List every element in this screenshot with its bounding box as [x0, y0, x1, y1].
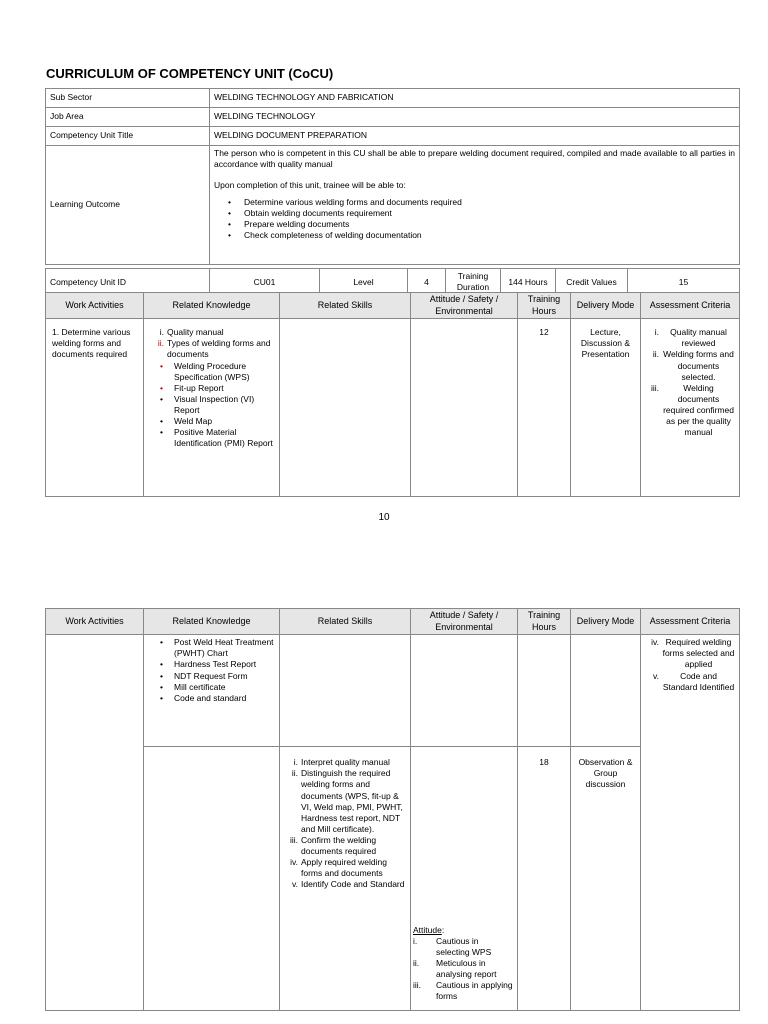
list-item: iii. Cautious in applying forms	[413, 980, 513, 1002]
header-related-knowledge: Related Knowledge	[144, 293, 280, 319]
job-area-label: Job Area	[46, 108, 210, 127]
page-title: CURRICULUM OF COMPETENCY UNIT (CoCU)	[46, 66, 334, 81]
training-hours-cell	[518, 635, 571, 747]
related-skills-cell	[280, 747, 411, 1011]
header-related-skills: Related Skills	[280, 293, 411, 319]
list-item: • Hardness Test Report	[160, 659, 257, 670]
list-item: iii. Welding documents required confirmed as per the quality manual	[650, 382, 734, 437]
list-item: ii. Types of welding forms and documents	[157, 338, 271, 360]
sub-sector-value: WELDING TECHNOLOGY AND FABRICATION	[210, 89, 740, 108]
attitude-cell: Attitude: i. Cautious in selecting WPS ii. Meticulous in analysing report iii. Cautious in applying forms	[411, 747, 518, 1011]
work-activities-table-page2	[45, 608, 740, 1011]
header-assessment-criteria: Assessment Criteria	[641, 609, 740, 635]
list-item: i. Interpret quality manual	[293, 757, 390, 768]
cu-title-label: Competency Unit Title	[46, 127, 210, 146]
job-area-value: WELDING TECHNOLOGY	[210, 108, 740, 127]
assessment-criteria-cell	[641, 635, 740, 1011]
list-item: iv. Apply required welding forms and documents	[290, 856, 387, 878]
learning-outcome-upon: Upon completion of this unit, trainee will be able to:	[214, 180, 406, 191]
list-item: • Check completeness of welding documentation	[228, 230, 422, 241]
list-item: v. Identify Code and Standard	[292, 878, 405, 889]
related-knowledge-cell	[144, 319, 280, 497]
learning-outcome-list	[214, 197, 735, 241]
related-skills-cell	[280, 635, 411, 747]
list-item: iii. Confirm the welding documents required	[289, 834, 377, 856]
list-item: iv. Required welding forms selected and applied	[651, 637, 735, 670]
level-value: 4	[408, 269, 446, 296]
header-assessment-criteria: Assessment Criteria	[641, 293, 740, 319]
related-knowledge-cell	[144, 747, 280, 1011]
header-delivery-mode: Delivery Mode	[571, 609, 641, 635]
cocu-info-table	[45, 88, 740, 265]
sub-sector-label: Sub Sector	[46, 89, 210, 108]
list-item: i. Quality manual reviewed	[654, 327, 727, 349]
learning-outcome-label: Learning Outcome	[46, 146, 210, 265]
header-related-skills: Related Skills	[280, 609, 411, 635]
list-item: ii. Meticulous in analysing report	[413, 958, 497, 980]
delivery-mode-cell	[571, 635, 641, 747]
list-item: • Mill certificate	[160, 681, 226, 692]
table-row	[46, 747, 740, 1011]
work-activities-table-page1	[45, 292, 740, 497]
work-activity-cell	[46, 635, 144, 1011]
related-knowledge-cell	[144, 635, 280, 747]
header-training-hours: Training Hours	[518, 609, 571, 635]
header-delivery-mode: Delivery Mode	[571, 293, 641, 319]
list-item: • Fit-up Report	[160, 382, 224, 393]
list-item: • Obtain welding documents requirement	[228, 208, 392, 219]
table-row	[46, 635, 740, 747]
list-item: i. Quality manual	[159, 327, 224, 338]
level-label: Level	[320, 269, 408, 296]
list-item: • Visual Inspection (VI) Report	[160, 393, 255, 415]
related-skills-cell	[280, 319, 411, 497]
attitude-cell	[411, 319, 518, 497]
list-item: • Code and standard	[160, 692, 247, 703]
header-training-hours: Training Hours	[518, 293, 571, 319]
learning-outcome-intro: The person who is competent in this CU shall be able to prepare welding document required, compiled and made available to all parties in accordance with quality manual	[214, 148, 735, 170]
header-work-activities: Work Activities	[46, 293, 144, 319]
attitude-cell	[411, 635, 518, 747]
table-row	[46, 319, 740, 497]
list-item: • Positive Material Identification (PMI) Report	[160, 426, 273, 448]
list-item: • NDT Request Form	[160, 670, 248, 681]
training-hours-cell: 18	[518, 747, 571, 1011]
list-item: ii. Distinguish the required welding forms and documents (WPS, fit-up & VI, Weld map, PMI, PWHT, Hardness test report, NDT and Mill certificate).	[291, 768, 403, 834]
list-item: i. Cautious in selecting WPS	[413, 936, 492, 958]
training-duration-label: Training Duration	[446, 269, 501, 296]
page-number: 10	[378, 512, 390, 523]
list-item: • Weld Map	[160, 415, 213, 426]
credit-values-value: 15	[628, 269, 740, 296]
delivery-mode-cell: Observation & Group discussion	[571, 747, 641, 1011]
cu-id-label: Competency Unit ID	[46, 269, 210, 296]
list-item: • Determine various welding forms and documents required	[228, 197, 462, 208]
cu-title-value: WELDING DOCUMENT PREPARATION	[210, 127, 740, 146]
header-attitude: Attitude / Safety / Environmental	[411, 609, 518, 635]
credit-values-label: Credit Values	[556, 269, 628, 296]
training-duration-value: 144 Hours	[501, 269, 556, 296]
header-work-activities: Work Activities	[46, 609, 144, 635]
header-related-knowledge: Related Knowledge	[144, 609, 280, 635]
list-item: v. Code and Standard Identified	[653, 670, 735, 692]
attitude-label: Attitude	[413, 925, 442, 936]
cu-id-value: CU01	[210, 269, 320, 296]
learning-outcome-content	[210, 146, 740, 265]
training-hours-cell: 12	[518, 319, 571, 497]
assessment-criteria-cell	[641, 319, 740, 497]
delivery-mode-cell: Lecture, Discussion & Presentation	[571, 319, 641, 497]
header-attitude: Attitude / Safety / Environmental	[411, 293, 518, 319]
list-item: • Post Weld Heat Treatment (PWHT) Chart	[160, 637, 274, 659]
list-item: ii. Welding forms and documents selected.	[652, 349, 734, 382]
list-item: • Welding Procedure Specification (WPS)	[160, 360, 250, 382]
list-item: • Prepare welding documents	[228, 219, 350, 230]
work-activity-1: 1. Determine various welding forms and documents required	[46, 319, 144, 497]
